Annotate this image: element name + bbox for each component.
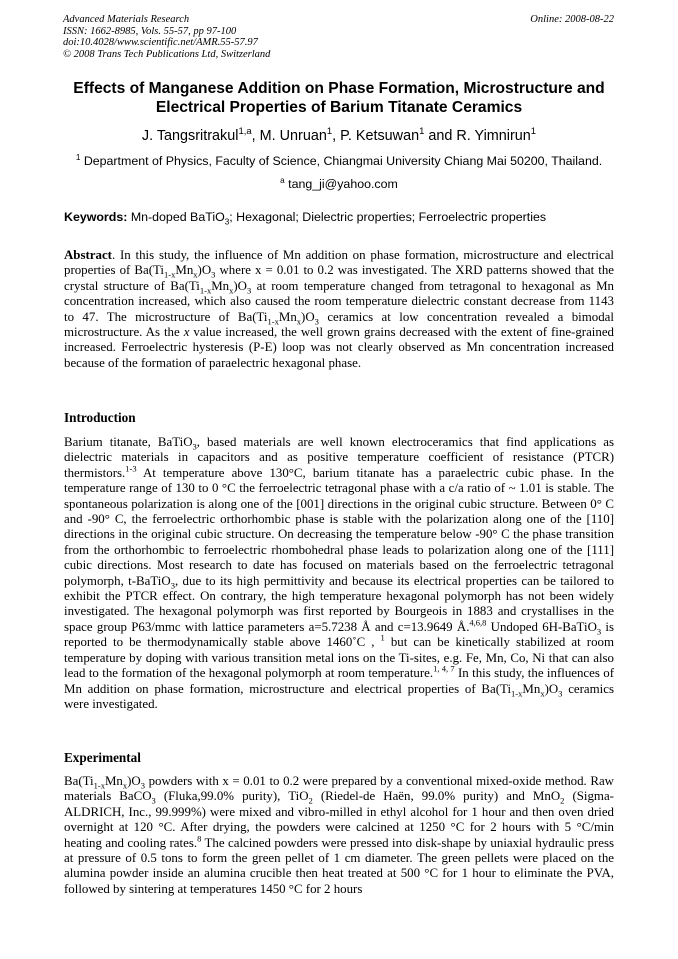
journal-name: Advanced Materials Research [63, 14, 190, 25]
doi-line[interactable]: doi:10.4028/www.scientific.net/AMR.55-57.97 [63, 37, 258, 49]
author-affil-mark: 1 [530, 126, 537, 138]
citation-ref: 1, 4, 7 [433, 663, 455, 674]
contact-email [40, 177, 638, 192]
abstract-label: Abstract [64, 248, 112, 262]
author-name: R. Yimnirun [456, 128, 531, 144]
author-separator: , [251, 128, 260, 144]
experimental-paragraph: $Ba(Ti_{1-x}Mn_x)O_3$ powders with x = 0.01 to 0.2 were prepared by a conventional mixed-oxide method. Raw materials BaCO$_3$ (Fluka,99.0% purity), TiO$_2$ (Riedel-de Haën, 99.0% purity) and MnO$_2$ (Sigma-ALDRICH, Inc., 99.999%) were mixed and vibro-milled in ethyl alcohol for 1 hour and then oven dried overnight at 120 °C. After drying, the powders were calcined at 1250 °C for 2 hours with 5 °C/min heating and cooling rates.$^8$ The calcined powders were pressed into disk-shape by uniaxial hydraulic press at pressure of 0.5 tons to form the green pellet of 1 cm diameter. The green pellets were placed on the alumina powder inside an alumina crucible then heat treated at 500 °C for 1 hour to eliminate the PVA, followed by sintering at temperatures 1450 °C for 2 hours [64, 774, 614, 896]
email-address[interactable]: tang_ji@yahoo.com [288, 177, 398, 191]
title-line-1: Effects of Manganese Addition on Phase Formation, Microstructure and [73, 80, 605, 97]
author-affil-mark: 1 [326, 126, 333, 138]
author-list [40, 128, 638, 145]
keywords [64, 210, 624, 225]
experimental-heading: Experimental [64, 750, 141, 765]
citation-ref: 4,6,8 [469, 617, 487, 628]
citation-ref: 1 [380, 632, 385, 643]
paper-title [40, 79, 638, 117]
citation-ref: 8 [197, 833, 202, 844]
affiliation-text: Department of Physics, Faculty of Science, Chiangmai University Chiang Mai 50200, Thailand. [83, 154, 603, 168]
author-separator: , [332, 128, 341, 144]
journal-header [63, 14, 270, 60]
abstract-paragraph: Abstract. In this study, the influence of Mn addition on phase formation, microstructure and electrical properties of $Ba(Ti_{1-x}Mn_x)O_3$ where x = 0.01 to 0.2 was investigated. The XRD patterns showed that the crystal structure of $Ba(Ti_{1-x}Mn_x)O_3$ at room temperature changed from tetragonal to hexagonal as Mn concentration increased, which also caused the room temperature dielectric constant decrease from 1143 to 47. The microstructure of $Ba(Ti_{1-x}Mn_x)O_3$ ceramics at low concentration revealed a bimodal microstructure. As the x value increased, the well grown grains decreased with the extent of fine-grained increased. Ferroelectric hysteresis (P-E) loop was not clearly observed as Mn concentration increased because of the formation of paraelectric hexagonal phase. [64, 248, 615, 370]
author-separator: and [424, 128, 457, 144]
author-name: J. Tangsritrakul [141, 128, 239, 144]
author-name: P. Ketsuwan [340, 128, 420, 144]
affiliation-mark: 1 [75, 152, 81, 162]
introduction-paragraph: Barium titanate, BaTiO$_3$, based materials are well known electroceramics that find applications as dielectric materials in capacitors and as positive temperature coefficient of resistance (PTCR) thermistors.$^{1-3}$ At temperature above 130°C, barium titanate has a paraelectric cubic phase. In the temperature range of 130 to 0 °C the ferroelectric tetragonal phase with a c/a ratio of ~ 1.01 is stable. The spontaneous polarization is along one of the [001] directions in the original cubic structure. Between 0° C and -90° C, the ferroelectric orthorhombic phase is stable with the polarization along one of the [110] directions in the original cubic structure. On decreasing the temperature below -90° C the phase transition from the orthorhombic to ferroelectric rhombohedral phase leads to polarization along one of the [111] cubic directions. Most research to date has focused on materials based on the ferroelectric tetragonal polymorph, t-BaTiO$_3$, due to its high permittivity and because its electrical properties can be tailored to exhibit the PTCR effect. On contrary, the high temperature hexagonal polymorph has not been widely investigated. The hexagonal polymorph was first reported by Bourgeois in 1883 and crystallises in the space group P63/mmc with lattice parameters a=5.7238 Å and c=13.9649 Å.$^{4,6,8}$ Undoped 6H-BaTiO$_3$ is reported to be thermodynamically stable above 1460˚C , $^1$ but can be kinetically stabilized at room temperature by doping with various transition metal ions on the Ti-sites, e.g. Fe, Mn, Co, Ni that can also lead to the formation of the hexagonal polymorph at room temperature.$^{1, 4, 7}$ In this study, the influences of Mn addition on phase formation, microstructure and electrical properties of $Ba(Ti_{1-x}Mn_x)O_3$ ceramics were investigated. [64, 435, 614, 711]
keywords-label: Keywords: [64, 210, 128, 224]
author-affil-mark: 1,a [238, 126, 252, 138]
issn-line: ISSN: 1662-8985, Vols. 55-57, pp 97-100 [63, 25, 237, 37]
citation-ref: 1-3 [125, 463, 137, 474]
introduction-heading: Introduction [64, 410, 136, 425]
author-name: M. Unruan [259, 128, 327, 144]
title-line-2: Electrical Properties of Barium Titanate Ceramics [155, 99, 523, 116]
email-mark: a [280, 175, 285, 185]
author-affil-mark: 1 [419, 126, 425, 138]
keywords-text: Mn-doped BaTiO$_3$; Hexagonal; Dielectric properties; Ferroelectric properties [130, 210, 547, 227]
copyright-line: © 2008 Trans Tech Publications Ltd, Switzerland [63, 48, 271, 60]
online-date: Online: 2008-08-22 [530, 14, 614, 25]
affiliation [40, 154, 638, 169]
